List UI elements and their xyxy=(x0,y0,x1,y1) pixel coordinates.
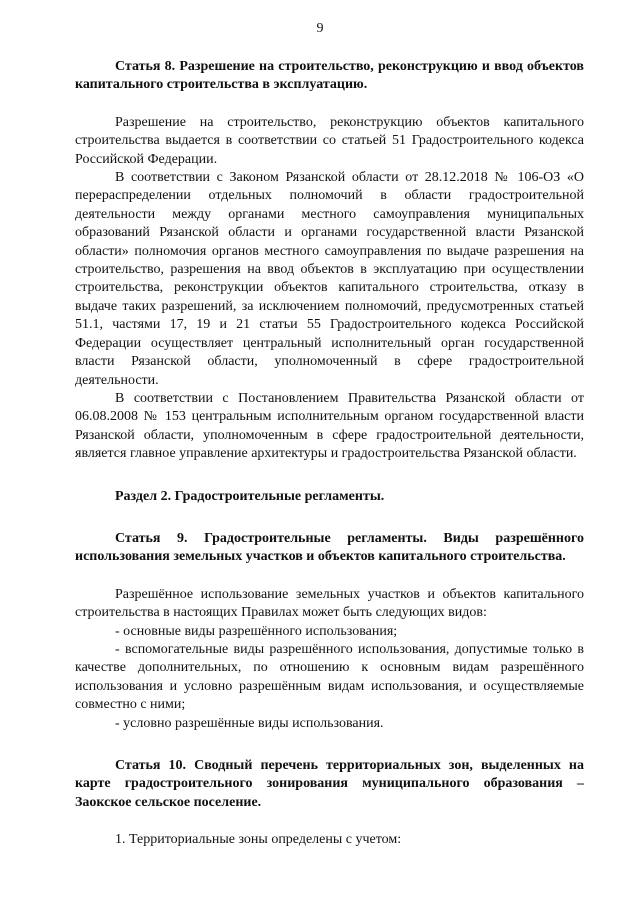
section-2-heading: Раздел 2. Градостроительные регламенты. xyxy=(115,488,385,504)
article-8-paragraph-3: В соответствии с Постановлением Правительства Рязанской области от 06.08.2008 № 153 центральным исполнительным органом государственной власти Рязанской области, уполномоченным в сфере градостроительной деятельности, является главное управление архитектуры и градостроительства Рязанской области. xyxy=(75,390,584,462)
page-number: 9 xyxy=(316,21,324,36)
article-10-heading: Статья 10. Сводный перечень территориальных зон, выделенных на карте градостроительного зонирования муниципального образования – Заокское сельское поселение. xyxy=(75,758,584,810)
article-9-intro: Разрешённое использование земельных участков и объектов капитального строительства в настоящих Правилах может быть следующих видов: xyxy=(75,586,584,621)
article-10-paragraph-1: 1. Территориальные зоны определены с учетом: xyxy=(115,832,402,848)
article-8-paragraph-1: Разрешение на строительство, реконструкцию объектов капитального строительства выдается в соответствии со статьей 51 Градостроительного кодекса Российской Федерации. xyxy=(75,114,584,167)
article-9-heading: Статья 9. Градостроительные регламенты. Виды разрешённого использования земельных участков и объектов капитального строительства. xyxy=(75,530,584,565)
article-9-list-item-2: - вспомогательные виды разрешённого использования, допустимые только в качестве дополнительных, по отношению к основным видам разрешённого использования и условно разрешённым видам использования, и осуществляемые совместно с ними; xyxy=(75,641,584,713)
article-9-list-item-3: - условно разрешённые виды использования. xyxy=(115,715,384,731)
article-9-list-item-1: - основные виды разрешённого использования; xyxy=(115,623,398,639)
article-8-paragraph-2: В соответствии с Законом Рязанской области от 28.12.2018 № 106-ОЗ «О перераспределении отдельных полномочий в области градостроительной деятельности между органами местного самоуправления муниципальных образований Рязанской области и органами государственной власти Рязанской области» полномочия органов местного самоуправления по выдаче разрешения на строительство, разрешения на ввод объектов в эксплуатацию при осуществлении строительства, реконструкции объектов капитального строительства, отказу в выдаче таких разрешений, за исключением полномочий, предусмотренных статьей 51.1, частями 17, 19 и 21 статьи 55 Градостроительного кодекса Российской Федерации осуществляет центральный исполнительный орган государственной власти Рязанской области, уполномоченный в сфере градостроительной деятельности. xyxy=(75,170,584,388)
document-body xyxy=(75,58,584,850)
article-8-heading: Статья 8. Разрешение на строительство, реконструкцию и ввод объектов капитального строительства в эксплуатацию. xyxy=(75,59,584,93)
